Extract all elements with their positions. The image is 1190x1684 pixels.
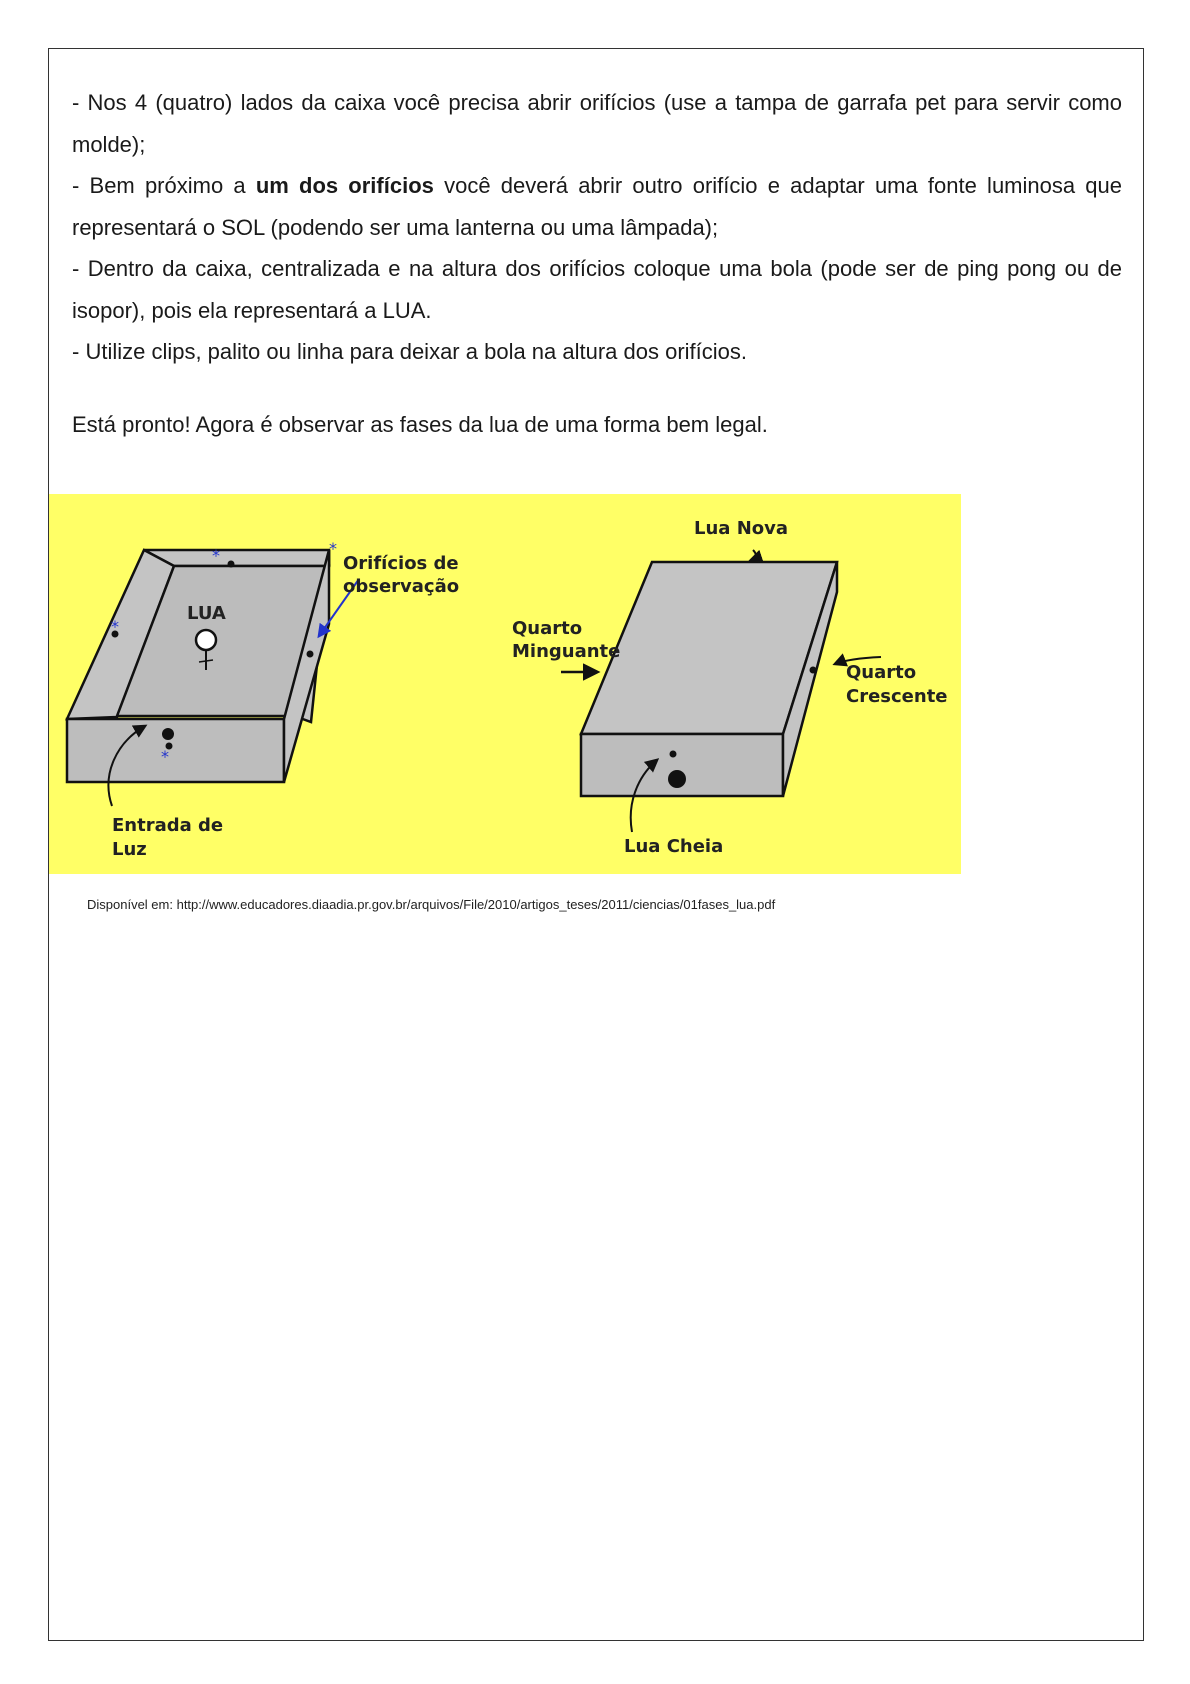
- instruction-3: - Dentro da caixa, centralizada e na altura dos orifícios coloque uma bola (pode ser de ping pong ou de isopor), pois ela representará a LUA.: [72, 256, 1122, 323]
- svg-text:*: *: [212, 546, 220, 565]
- label-entrada-1: Entrada de: [112, 815, 224, 836]
- label-lua-nova: Lua Nova: [694, 518, 789, 539]
- label-entrada-2: Luz: [112, 839, 147, 860]
- svg-text:*: *: [329, 539, 337, 558]
- label-lua: LUA: [187, 603, 226, 624]
- source-caption: Disponível em: http://www.educadores.diaadia.pr.gov.br/arquivos/File/2010/artigos_teses/2011/ciencias/01fases_lua.pdf: [87, 897, 776, 912]
- label-orificios-2: observação: [343, 576, 460, 597]
- instruction-2-start: - Bem próximo a: [72, 173, 256, 198]
- label-minguante-2: Minguante: [512, 641, 621, 662]
- label-orificios-1: Orifícios de: [343, 553, 459, 574]
- label-minguante-1: Quarto: [512, 618, 583, 639]
- figure-drawing: [49, 494, 961, 874]
- closing-sentence: Está pronto! Agora é observar as fases da lua de uma forma bem legal.: [72, 412, 768, 437]
- open-box-diagram: [67, 550, 329, 782]
- closed-box-diagram: [581, 562, 837, 796]
- svg-text:*: *: [161, 747, 169, 766]
- instruction-1: - Nos 4 (quatro) lados da caixa você precisa abrir orifícios (use a tampa de garrafa pet para servir como molde);: [72, 90, 1122, 157]
- label-crescente-2: Crescente: [846, 686, 948, 707]
- moon-phase-box-figure: [49, 494, 961, 874]
- instruction-2-bold: um dos orifícios: [255, 173, 434, 198]
- label-crescente-1: Quarto: [846, 662, 917, 683]
- moon-ball-icon: [196, 630, 216, 650]
- instruction-2-end: você deverá abrir outro orifício e adaptar uma fonte luminosa que representará o SOL (podendo ser uma lanterna ou uma lâmpada);: [72, 173, 1122, 240]
- label-lua-cheia: Lua Cheia: [624, 836, 724, 857]
- instructions: [72, 82, 1122, 373]
- svg-text:*: *: [111, 617, 119, 636]
- instruction-2: [72, 165, 1122, 248]
- instruction-4: - Utilize clips, palito ou linha para deixar a bola na altura dos orifícios.: [72, 339, 748, 364]
